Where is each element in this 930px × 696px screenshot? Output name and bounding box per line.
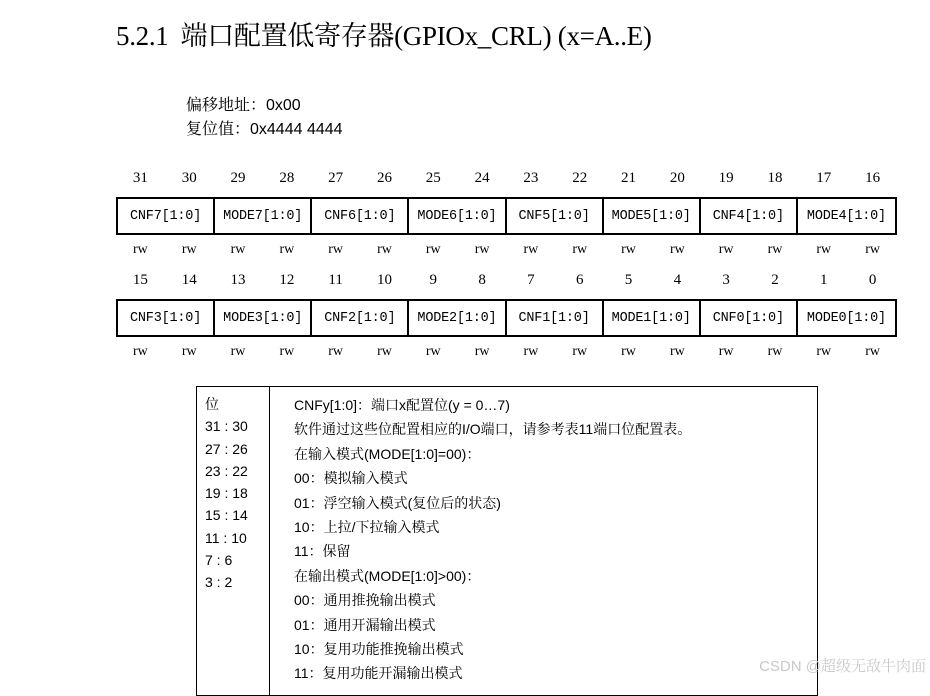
access-type: rw bbox=[133, 344, 148, 359]
access-type: rw bbox=[669, 242, 685, 257]
bit-number: 15 bbox=[132, 272, 148, 288]
lower-bit-numbers bbox=[116, 272, 897, 289]
bit-number: 19 bbox=[718, 170, 734, 186]
register-field: MODE1[1:0] bbox=[604, 301, 701, 335]
access-type: rw bbox=[377, 242, 392, 257]
description-line: 在输入模式(MODE[1:0]=00)： bbox=[294, 445, 481, 462]
register-field: CNF0[1:0] bbox=[701, 301, 798, 335]
watermark: CSDN @超级无敌牛肉面 bbox=[759, 658, 926, 675]
bit-range: 15 : 14 bbox=[205, 507, 248, 524]
bit-number: 30 bbox=[181, 170, 197, 186]
bit-range: 7 : 6 bbox=[205, 552, 233, 569]
register-field: CNF4[1:0] bbox=[701, 199, 798, 233]
access-type: rw bbox=[133, 242, 148, 257]
bit-number: 28 bbox=[279, 170, 295, 186]
register-field: CNF5[1:0] bbox=[507, 199, 604, 233]
column-divider bbox=[269, 387, 270, 695]
access-type: rw bbox=[865, 242, 880, 257]
field-title: CNFy[1:0]：端口x配置位(y = 0…7) bbox=[294, 397, 510, 413]
access-type: rw bbox=[181, 242, 197, 257]
description-line: 01：通用开漏输出模式 bbox=[294, 616, 436, 633]
bit-number: 8 bbox=[478, 272, 486, 288]
register-field: MODE5[1:0] bbox=[604, 199, 701, 233]
bit-number: 12 bbox=[279, 272, 295, 288]
register-field: MODE7[1:0] bbox=[215, 199, 312, 233]
lower-access-row bbox=[116, 344, 897, 360]
bit-number: 3 bbox=[722, 272, 730, 288]
section-number: 5.2.1 bbox=[116, 21, 169, 51]
bit-number: 22 bbox=[572, 170, 588, 186]
description-line: 00：通用推挽输出模式 bbox=[294, 592, 436, 609]
access-type: rw bbox=[279, 242, 295, 257]
access-type: rw bbox=[523, 242, 539, 257]
access-type: rw bbox=[474, 242, 490, 257]
bit-number: 18 bbox=[767, 170, 783, 186]
bit-range: 11 : 10 bbox=[205, 529, 247, 546]
access-type: rw bbox=[230, 344, 246, 359]
access-type: rw bbox=[767, 344, 783, 359]
bit-number: 5 bbox=[624, 272, 633, 288]
bit-range: 19 : 18 bbox=[205, 485, 248, 502]
bit-number: 6 bbox=[575, 272, 584, 288]
bit-range: 3 : 2 bbox=[205, 574, 233, 591]
bits-header: 位 bbox=[205, 396, 219, 412]
access-type: rw bbox=[425, 242, 441, 257]
register-field: MODE6[1:0] bbox=[409, 199, 506, 233]
description-line: 00：模拟输入模式 bbox=[294, 470, 408, 487]
access-type: rw bbox=[572, 344, 588, 359]
register-field: MODE4[1:0] bbox=[806, 208, 886, 224]
bit-number: 10 bbox=[376, 272, 392, 288]
bit-number: 7 bbox=[527, 272, 535, 288]
register-field: CNF1[1:0] bbox=[507, 301, 604, 335]
register-field: MODE3[1:0] bbox=[215, 301, 312, 335]
offset-address: 偏移地址：0x00 bbox=[186, 97, 301, 114]
access-type: rw bbox=[621, 242, 636, 257]
lower-field-row bbox=[116, 299, 897, 337]
bit-description-table bbox=[196, 386, 818, 696]
description-line: 软件通过这些位配置相应的I/O端口，请参考表11端口位配置表。 bbox=[294, 421, 692, 438]
description-line: 11：保留 bbox=[294, 543, 351, 560]
access-type: rw bbox=[718, 344, 734, 359]
access-type: rw bbox=[816, 344, 832, 359]
bit-number: 17 bbox=[816, 170, 832, 186]
bit-range: 23 : 22 bbox=[205, 462, 248, 479]
bit-number: 27 bbox=[328, 170, 344, 186]
access-type: rw bbox=[377, 344, 392, 359]
register-field: MODE0[1:0] bbox=[806, 310, 886, 326]
description-line: 10：上拉/下拉输入模式 bbox=[294, 518, 440, 535]
bit-number: 0 bbox=[868, 272, 877, 288]
description-line: 11：复用功能开漏输出模式 bbox=[294, 665, 463, 682]
bit-number: 11 bbox=[328, 272, 343, 288]
access-type: rw bbox=[523, 344, 539, 359]
register-field: CNF2[1:0] bbox=[312, 301, 409, 335]
bit-number: 14 bbox=[181, 272, 197, 288]
bit-number: 29 bbox=[230, 170, 246, 186]
access-type: rw bbox=[230, 242, 246, 257]
access-type: rw bbox=[865, 344, 880, 359]
bit-number: 24 bbox=[474, 170, 490, 186]
register-field: CNF3[1:0] bbox=[118, 301, 215, 335]
reset-value: 复位值：0x4444 4444 bbox=[186, 121, 343, 138]
access-type: rw bbox=[767, 242, 783, 257]
access-type: rw bbox=[621, 344, 636, 359]
access-type: rw bbox=[474, 344, 490, 359]
access-type: rw bbox=[328, 344, 344, 359]
register-field: CNF7[1:0] bbox=[118, 199, 215, 233]
access-type: rw bbox=[816, 242, 832, 257]
access-type: rw bbox=[425, 344, 441, 359]
bit-number: 13 bbox=[230, 272, 246, 288]
bit-number: 25 bbox=[425, 170, 441, 186]
bit-range: 31 : 30 bbox=[205, 418, 248, 435]
upper-bit-numbers bbox=[116, 170, 897, 187]
description-column bbox=[294, 393, 691, 686]
register-field: CNF6[1:0] bbox=[312, 199, 409, 233]
access-type: rw bbox=[279, 344, 295, 359]
bit-number: 26 bbox=[376, 170, 392, 186]
bit-number: 4 bbox=[673, 272, 682, 288]
access-type: rw bbox=[718, 242, 734, 257]
bit-range: 27 : 26 bbox=[205, 440, 248, 457]
bit-number: 9 bbox=[429, 272, 438, 288]
access-type: rw bbox=[669, 344, 685, 359]
bit-number: 21 bbox=[621, 170, 637, 186]
bit-range-column bbox=[205, 393, 248, 594]
bit-number: 2 bbox=[771, 272, 779, 288]
section-title: 端口配置低寄存器(GPIOx_CRL) (x=A..E) bbox=[180, 21, 652, 51]
access-type: rw bbox=[328, 242, 344, 257]
bit-number: 31 bbox=[132, 170, 148, 186]
bit-number: 16 bbox=[865, 170, 881, 186]
upper-access-row bbox=[116, 242, 897, 258]
access-type: rw bbox=[181, 344, 197, 359]
description-line: 10：复用功能推挽输出模式 bbox=[294, 640, 464, 657]
access-type: rw bbox=[572, 242, 588, 257]
upper-field-row bbox=[116, 197, 897, 235]
bit-number: 1 bbox=[820, 272, 828, 288]
description-line: 01：浮空输入模式(复位后的状态) bbox=[294, 494, 501, 511]
description-line: 在输出模式(MODE[1:0]>00)： bbox=[294, 567, 481, 584]
register-field: MODE2[1:0] bbox=[409, 301, 506, 335]
bit-number: 23 bbox=[523, 170, 539, 186]
section-heading bbox=[116, 14, 652, 53]
bit-number: 20 bbox=[669, 170, 685, 186]
